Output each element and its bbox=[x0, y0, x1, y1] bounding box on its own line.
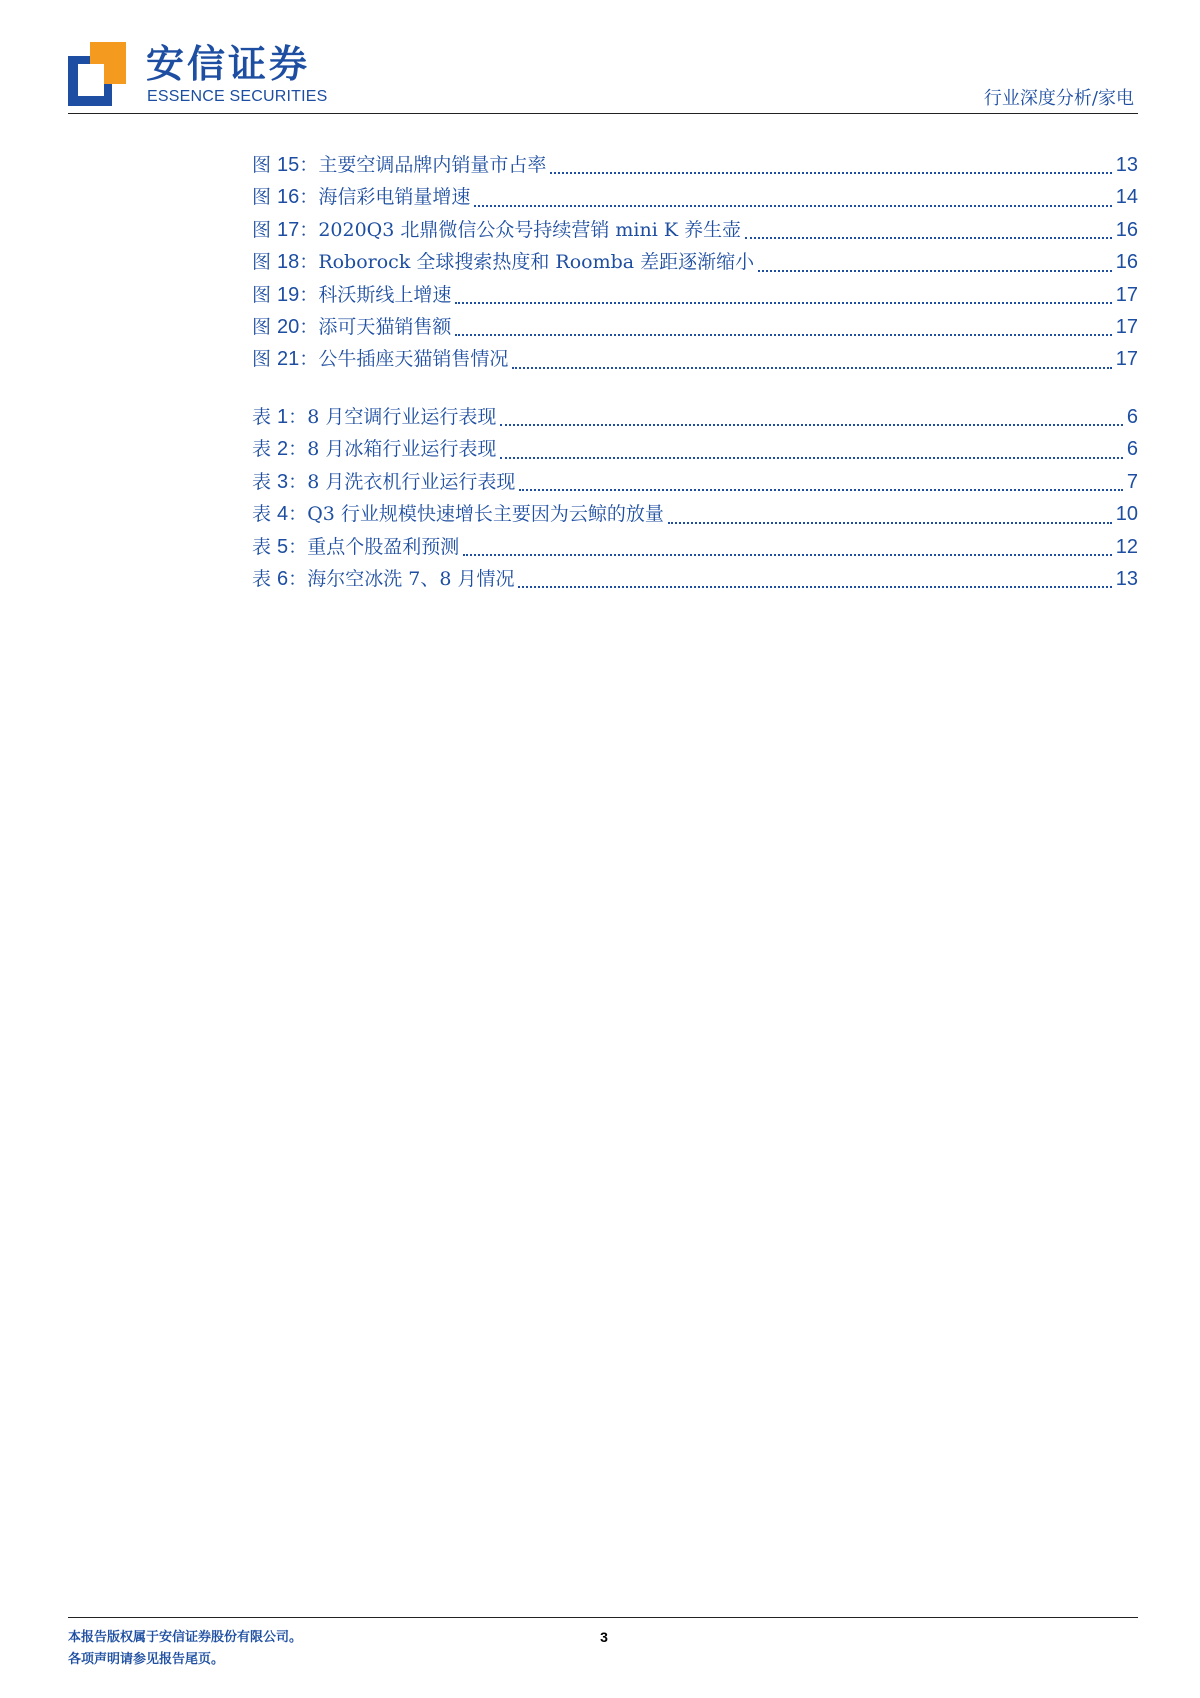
table-entry[interactable] bbox=[252, 532, 1138, 564]
dotted-leader bbox=[474, 205, 1111, 207]
figure-entry-title: 海信彩电销量增速 bbox=[318, 186, 471, 209]
table-entry-title: 8 月冰箱行业运行表现 bbox=[307, 438, 497, 461]
figure-entry-page: 17 bbox=[1115, 348, 1138, 371]
table-entry-prefix: 表 bbox=[252, 470, 278, 493]
table-entry-separator: ： bbox=[288, 567, 308, 590]
dotted-leader bbox=[550, 172, 1111, 174]
table-entry-label bbox=[252, 434, 496, 461]
page-number: 3 bbox=[600, 1629, 608, 1645]
figure-entry-number: 18 bbox=[277, 251, 300, 274]
table-entry-prefix: 表 bbox=[252, 503, 278, 526]
table-entry[interactable] bbox=[252, 434, 1138, 466]
table-entry[interactable] bbox=[252, 467, 1138, 499]
table-entry[interactable] bbox=[252, 564, 1138, 596]
figure-entry-separator: ： bbox=[299, 218, 319, 241]
figure-entry-title: 主要空调品牌内销量市占率 bbox=[318, 154, 547, 176]
figure-entry-label bbox=[252, 182, 470, 209]
figure-entry[interactable] bbox=[252, 344, 1138, 376]
dotted-leader bbox=[455, 334, 1111, 336]
figure-entry-prefix: 图 bbox=[252, 348, 278, 371]
table-entry-page: 13 bbox=[1115, 567, 1138, 590]
table-entry-number: 1 bbox=[277, 406, 289, 428]
dotted-leader bbox=[455, 302, 1111, 304]
dotted-leader bbox=[500, 424, 1123, 426]
figure-entry-label bbox=[252, 215, 741, 242]
logo-chinese-name: 安信证券 bbox=[146, 42, 311, 86]
table-entry-number: 6 bbox=[277, 567, 289, 590]
figure-entry-number: 17 bbox=[277, 218, 300, 241]
table-entry-page: 12 bbox=[1115, 535, 1138, 558]
figure-entry-page: 13 bbox=[1115, 154, 1138, 176]
essence-logo-icon bbox=[68, 42, 126, 106]
figure-entry-page: 16 bbox=[1115, 251, 1138, 274]
table-entry-separator: ： bbox=[288, 535, 308, 558]
table-entry-label bbox=[252, 467, 515, 494]
table-entry-page: 7 bbox=[1126, 470, 1138, 493]
figure-entry-title: 添可天猫销售额 bbox=[318, 315, 452, 338]
figure-entry-number: 21 bbox=[277, 348, 300, 371]
footer-disclaimer bbox=[68, 1627, 302, 1671]
figure-entry-title: 公牛插座天猫销售情况 bbox=[318, 348, 509, 371]
figure-entry-label bbox=[252, 280, 451, 307]
figure-entry-number: 19 bbox=[277, 283, 300, 306]
report-section-label: 行业深度分析/家电 bbox=[983, 88, 1134, 109]
table-entry-label bbox=[252, 402, 496, 429]
figure-entry-separator: ： bbox=[299, 251, 319, 274]
figure-entry[interactable] bbox=[252, 247, 1138, 279]
table-entry[interactable] bbox=[252, 499, 1138, 531]
figure-entry-prefix: 图 bbox=[252, 186, 278, 209]
figure-entry-number: 20 bbox=[277, 315, 300, 338]
table-entry[interactable] bbox=[252, 402, 1138, 434]
table-entry-page: 6 bbox=[1126, 438, 1138, 461]
figure-entry-separator: ： bbox=[299, 154, 319, 176]
table-entry-title: 海尔空冰洗 7、8 月情况 bbox=[307, 567, 515, 590]
page-header bbox=[68, 38, 1138, 116]
table-entry-number: 5 bbox=[277, 535, 289, 558]
dotted-leader bbox=[519, 489, 1123, 491]
figure-entry-title: 2020Q3 北鼎微信公众号持续营销 mini K 养生壶 bbox=[318, 218, 742, 241]
header-divider bbox=[68, 113, 1138, 114]
dotted-leader bbox=[500, 457, 1123, 459]
table-entry-title: 8 月洗衣机行业运行表现 bbox=[307, 470, 516, 493]
table-entry-number: 2 bbox=[277, 438, 289, 461]
table-list bbox=[252, 402, 1138, 596]
copyright-notice: 本报告版权属于安信证券股份有限公司。 bbox=[68, 1630, 303, 1645]
figure-entry-separator: ： bbox=[299, 283, 319, 306]
dotted-leader bbox=[745, 237, 1112, 239]
figure-entry[interactable] bbox=[252, 280, 1138, 312]
figure-entry-page: 17 bbox=[1115, 315, 1138, 338]
table-entry-title: 8 月空调行业运行表现 bbox=[307, 406, 497, 428]
table-entry-number: 3 bbox=[277, 470, 289, 493]
table-entry-separator: ： bbox=[288, 503, 308, 526]
table-entry-separator: ： bbox=[288, 406, 308, 428]
figure-entry-separator: ： bbox=[299, 186, 319, 209]
table-entry-page: 10 bbox=[1115, 503, 1138, 526]
table-entry-prefix: 表 bbox=[252, 535, 278, 558]
dotted-leader bbox=[668, 522, 1112, 524]
figure-entry-title: Roborock 全球搜索热度和 Roomba 差距逐渐缩小 bbox=[318, 251, 755, 274]
figure-entry-label bbox=[252, 247, 754, 274]
table-entry-separator: ： bbox=[288, 438, 308, 461]
dotted-leader bbox=[518, 586, 1111, 588]
table-entry-label bbox=[252, 499, 664, 526]
table-entry-label bbox=[252, 564, 514, 591]
dotted-leader bbox=[463, 554, 1112, 556]
figure-entry-prefix: 图 bbox=[252, 283, 278, 306]
table-entry-title: Q3 行业规模快速增长主要因为云鲸的放量 bbox=[307, 503, 664, 526]
figure-entry-number: 15 bbox=[277, 154, 300, 176]
figure-entry[interactable] bbox=[252, 182, 1138, 214]
figure-entry-separator: ： bbox=[299, 315, 319, 338]
figure-entry[interactable] bbox=[252, 150, 1138, 182]
logo-english-name: ESSENCE SECURITIES bbox=[147, 88, 328, 105]
table-entry-prefix: 表 bbox=[252, 406, 278, 428]
figure-entry-label bbox=[252, 344, 508, 371]
table-entry-label bbox=[252, 532, 459, 559]
table-entry-page: 6 bbox=[1126, 406, 1138, 428]
figure-entry-page: 16 bbox=[1115, 218, 1138, 241]
figure-entry-label bbox=[252, 150, 546, 177]
figure-entry-title: 科沃斯线上增速 bbox=[318, 283, 452, 306]
figure-entry-prefix: 图 bbox=[252, 154, 278, 176]
disclaimer-notice: 各项声明请参见报告尾页。 bbox=[68, 1652, 225, 1667]
table-entry-separator: ： bbox=[288, 470, 308, 493]
figure-entry-prefix: 图 bbox=[252, 315, 278, 338]
figure-entry[interactable] bbox=[252, 312, 1138, 344]
figure-entry-separator: ： bbox=[299, 348, 319, 371]
table-entry-number: 4 bbox=[277, 503, 289, 526]
table-entry-prefix: 表 bbox=[252, 567, 278, 590]
figure-list bbox=[252, 150, 1138, 377]
footer-divider bbox=[68, 1617, 1138, 1618]
dotted-leader bbox=[512, 367, 1111, 369]
figure-entry[interactable] bbox=[252, 215, 1138, 247]
table-entry-title: 重点个股盈利预测 bbox=[307, 535, 460, 558]
figure-entry-label bbox=[252, 312, 451, 339]
figure-entry-prefix: 图 bbox=[252, 251, 278, 274]
figure-entry-page: 14 bbox=[1115, 186, 1138, 209]
figure-entry-prefix: 图 bbox=[252, 218, 278, 241]
table-entry-prefix: 表 bbox=[252, 438, 278, 461]
figure-entry-number: 16 bbox=[277, 186, 300, 209]
dotted-leader bbox=[758, 270, 1112, 272]
figure-entry-page: 17 bbox=[1115, 283, 1138, 306]
